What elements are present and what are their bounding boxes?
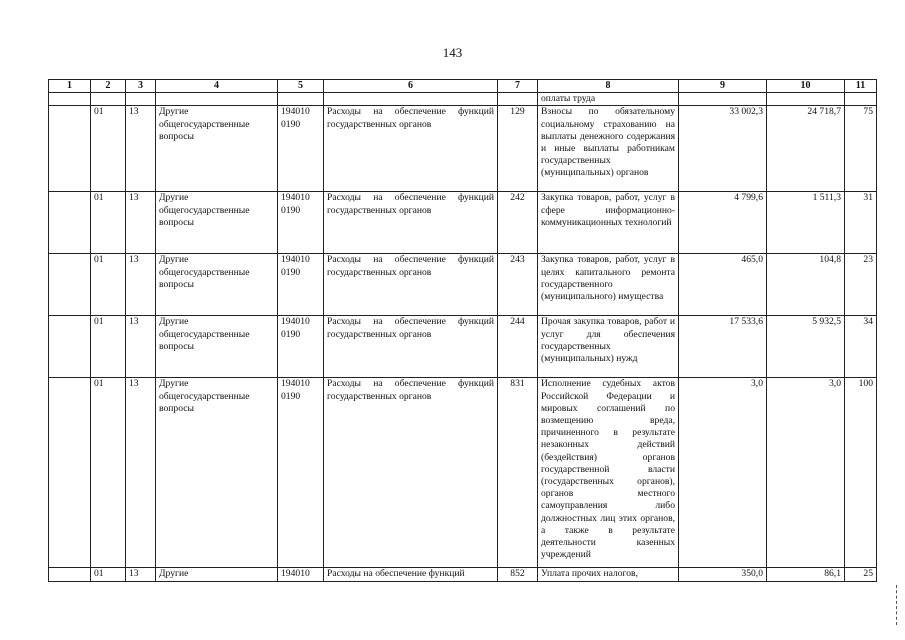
col-header-7: 7: [498, 80, 538, 93]
expense-type-name: Закупка товаров, работ, услуг в сфере информационно-коммуникационных технологий: [538, 192, 679, 254]
subsection-code: 13: [126, 316, 156, 378]
cell-col1: [49, 378, 91, 568]
executed-amount: 1 511,3: [767, 192, 845, 254]
planned-amount: 465,0: [679, 254, 767, 316]
page-number: 143: [442, 45, 463, 60]
cell-col1: [49, 568, 91, 581]
target-article-code: 194010 0190: [278, 316, 324, 378]
col-header-8: 8: [538, 80, 679, 93]
expense-type-code: 242: [498, 192, 538, 254]
cell-empty: [498, 93, 538, 106]
executed-amount: 104,8: [767, 254, 845, 316]
planned-amount: 4 799,6: [679, 192, 767, 254]
target-article-name: Расходы на обеспечение функций государственных органов: [324, 316, 498, 378]
expense-type-code: 243: [498, 254, 538, 316]
col-header-4: 4: [156, 80, 278, 93]
executed-amount: 3,0: [767, 378, 845, 568]
cell-empty: [278, 93, 324, 106]
col-header-3: 3: [126, 80, 156, 93]
cell-empty: [845, 93, 877, 106]
target-article-name: Расходы на обеспечение функций государственных органов: [324, 106, 498, 192]
col-header-11: 11: [845, 80, 877, 93]
expense-type-code: 129: [498, 106, 538, 192]
section-code: 01: [91, 316, 126, 378]
planned-amount: 17 533,6: [679, 316, 767, 378]
planned-amount: 33 002,3: [679, 106, 767, 192]
cell-empty: [156, 93, 278, 106]
execution-percent: 100: [845, 378, 877, 568]
target-article-code: 194010 0190: [278, 254, 324, 316]
expense-type-name: Уплата прочих налогов,: [538, 568, 679, 581]
col-header-2: 2: [91, 80, 126, 93]
section-code: 01: [91, 378, 126, 568]
execution-percent: 75: [845, 106, 877, 192]
target-article-name: Расходы на обеспечение функций государственных органов: [324, 378, 498, 568]
target-article-name: Расходы на обеспечение функций: [324, 568, 498, 581]
target-article-code: 194010 0190: [278, 192, 324, 254]
continuation-row: [49, 93, 877, 106]
execution-percent: 34: [845, 316, 877, 378]
target-article-name: Расходы на обеспечение функций государственных органов: [324, 192, 498, 254]
subsection-code: 13: [126, 378, 156, 568]
target-article-code: 194010 0190: [278, 106, 324, 192]
subsection-code: 13: [126, 192, 156, 254]
expense-type-code: 831: [498, 378, 538, 568]
table-row: [49, 568, 877, 581]
continuation-expense-type: оплаты труда: [538, 93, 679, 106]
table-row: [49, 192, 877, 254]
table-row: [49, 316, 877, 378]
cell-col1: [49, 192, 91, 254]
cell-col1: [49, 254, 91, 316]
section-name: Другие: [156, 568, 278, 581]
cell-col1: [49, 316, 91, 378]
planned-amount: 3,0: [679, 378, 767, 568]
section-name: Другие общегосударственные вопросы: [156, 316, 278, 378]
expense-type-code: 244: [498, 316, 538, 378]
col-header-5: 5: [278, 80, 324, 93]
executed-amount: 24 718,7: [767, 106, 845, 192]
scan-edge-mark: [896, 585, 898, 625]
expense-type-name: Прочая закупка товаров, работ и услуг для обеспечения государственных (муниципальных) нужд: [538, 316, 679, 378]
section-code: 01: [91, 254, 126, 316]
expense-type-name: Взносы по обязательному социальному страхованию на выплаты денежного содержания и иные выплаты работникам государственных (муниципальных) органов: [538, 106, 679, 192]
cell-empty: [767, 93, 845, 106]
target-article-code: 194010: [278, 568, 324, 581]
execution-percent: 25: [845, 568, 877, 581]
col-header-1: 1: [49, 80, 91, 93]
section-name: Другие общегосударственные вопросы: [156, 254, 278, 316]
header-row: [49, 80, 877, 93]
col-header-6: 6: [324, 80, 498, 93]
section-name: Другие общегосударственные вопросы: [156, 106, 278, 192]
section-code: 01: [91, 106, 126, 192]
cell-empty: [49, 93, 91, 106]
subsection-code: 13: [126, 254, 156, 316]
table-row: [49, 378, 877, 568]
expense-type-name: Исполнение судебных актов Российской Федерации и мировых соглашений по возмещению вреда, причиненного в результате незаконных действий (бездействия) органов государственной власти (государственных органов), органов местного самоуправления либо должностных лиц этих органов, а также в результате деятельности казенных учреждений: [538, 378, 679, 568]
section-code: 01: [91, 192, 126, 254]
subsection-code: 13: [126, 106, 156, 192]
section-code: 01: [91, 568, 126, 581]
table-row: [49, 106, 877, 192]
executed-amount: 86,1: [767, 568, 845, 581]
planned-amount: 350,0: [679, 568, 767, 581]
execution-percent: 23: [845, 254, 877, 316]
budget-table: [48, 79, 877, 582]
col-header-10: 10: [767, 80, 845, 93]
cell-empty: [679, 93, 767, 106]
execution-percent: 31: [845, 192, 877, 254]
cell-empty: [126, 93, 156, 106]
section-name: Другие общегосударственные вопросы: [156, 378, 278, 568]
expense-type-code: 852: [498, 568, 538, 581]
cell-empty: [91, 93, 126, 106]
col-header-9: 9: [679, 80, 767, 93]
cell-col1: [49, 106, 91, 192]
executed-amount: 5 932,5: [767, 316, 845, 378]
table-row: [49, 254, 877, 316]
target-article-name: Расходы на обеспечение функций государственных органов: [324, 254, 498, 316]
section-name: Другие общегосударственные вопросы: [156, 192, 278, 254]
target-article-code: 194010 0190: [278, 378, 324, 568]
expense-type-name: Закупка товаров, работ, услуг в целях капитального ремонта государственного (муниципального) имущества: [538, 254, 679, 316]
cell-empty: [324, 93, 498, 106]
subsection-code: 13: [126, 568, 156, 581]
